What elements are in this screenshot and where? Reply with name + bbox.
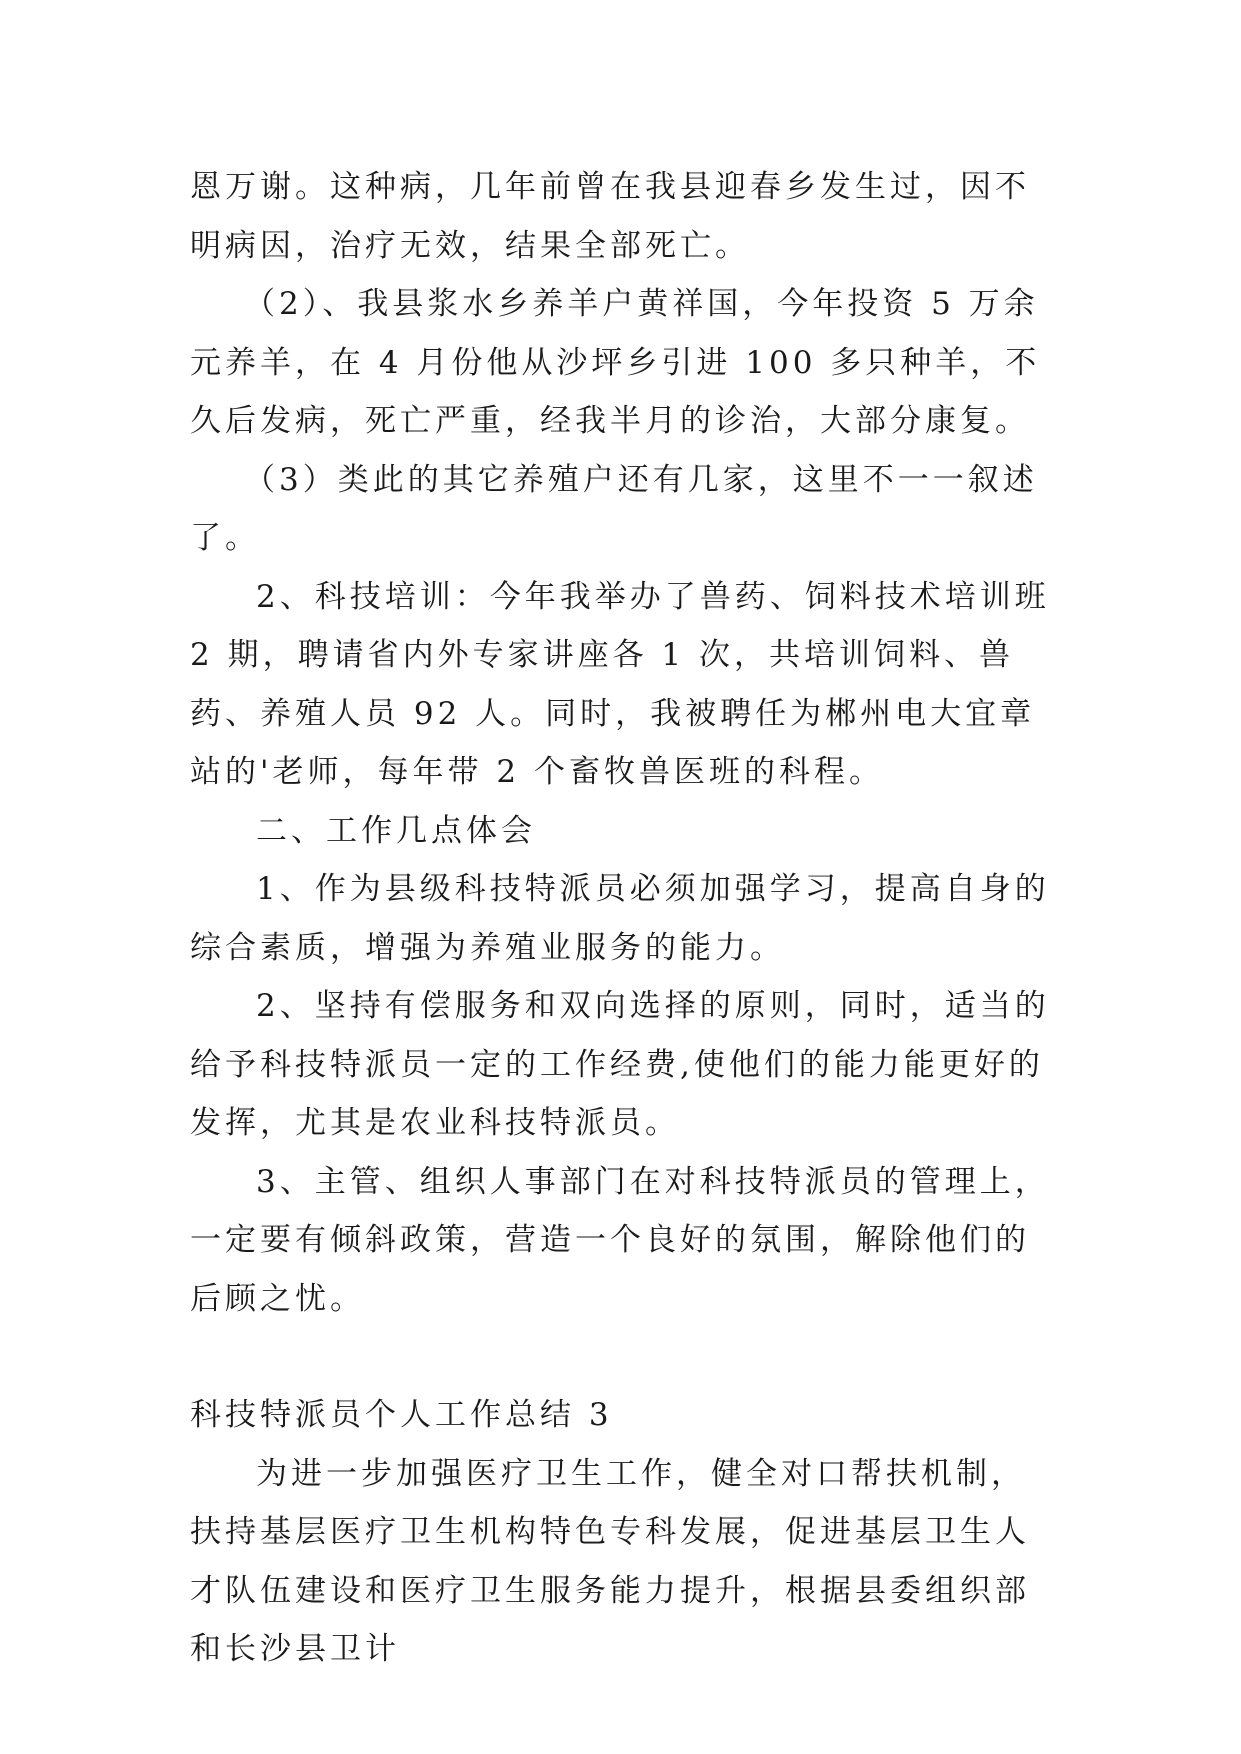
document-body	[190, 158, 1060, 1679]
article-title: 科技特派员个人工作总结 3	[190, 1397, 613, 1433]
paragraph-case-3: （3）类此的其它养殖户还有几家，这里不一一叙述了。	[190, 461, 1038, 556]
paragraph-intro: 为进一步加强医疗卫生工作，健全对口帮扶机制，扶持基层医疗卫生机构特色专科发展，促进基层卫生人才队伍建设和医疗卫生服务能力提升，根据县委组织部和长沙县卫计	[190, 1455, 1030, 1667]
section-heading-experience: 二、工作几点体会	[256, 812, 536, 849]
paragraph-point-1: 1、作为县级科技特派员必须加强学习，提高自身的综合素质，增强为养殖业服务的能力。	[190, 871, 1050, 966]
paragraph-training: 2、科技培训：今年我举办了兽药、饲料技术培训班 2 期，聘请省内外专家讲座各 1 次，共培训饲料、兽药、养殖人员 92 人。同时，我被聘任为郴州电大宜章站的'老师，每年带 2 个畜牧兽医班的科程。	[190, 578, 1050, 790]
paragraph-continuation: 恩万谢。这种病，几年前曾在我县迎春乡发生过，因不明病因，治疗无效，结果全部死亡。	[190, 169, 1030, 264]
paragraph-case-2: （2）、我县浆水乡养羊户黄祥国，今年投资 5 万余元养羊，在 4 月份他从沙坪乡引进 100 多只种羊，不久后发病，死亡严重，经我半月的诊治，大部分康复。	[190, 286, 1041, 439]
paragraph-point-2: 2、坚持有偿服务和双向选择的原则，同时，适当的给予科技特派员一定的工作经费,使他们的能力能更好的发挥，尤其是农业科技特派员。	[190, 988, 1050, 1141]
paragraph-point-3: 3、主管、组织人事部门在对科技特派员的管理上，一定要有倾斜政策，营造一个良好的氛围，解除他们的后顾之忧。	[190, 1163, 1050, 1317]
